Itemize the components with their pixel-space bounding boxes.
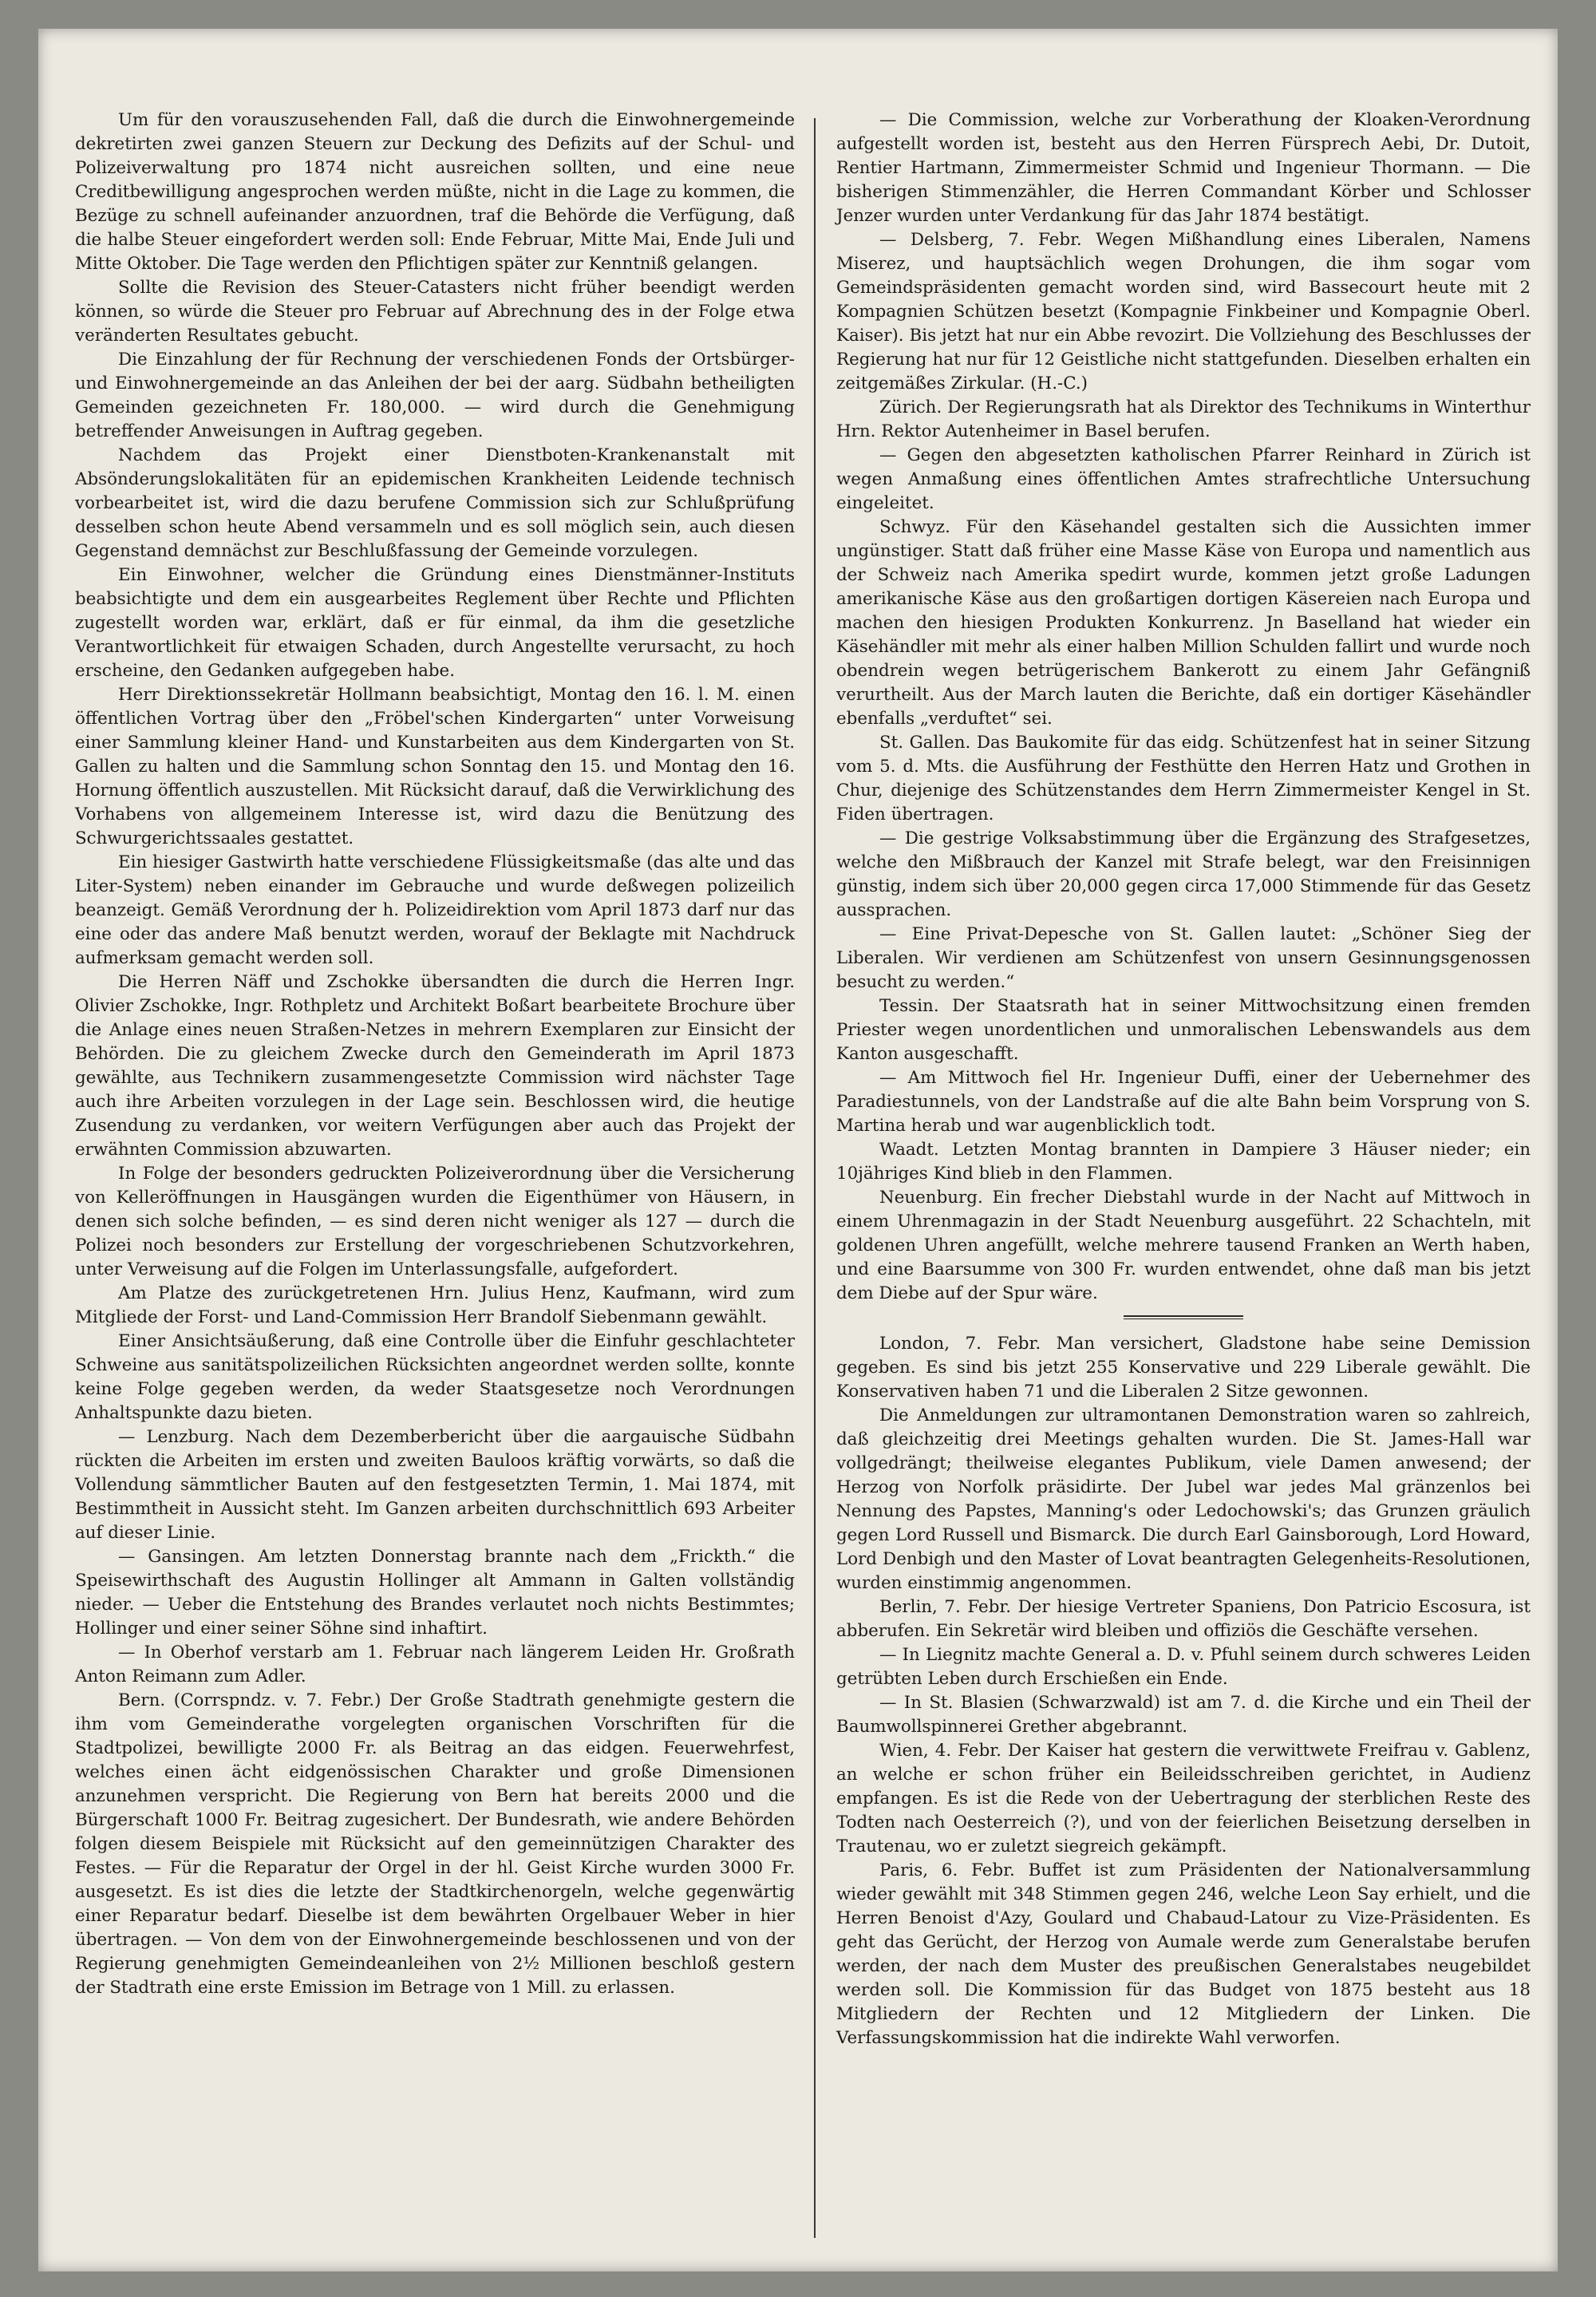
article-paragraph: Am Platze des zurückgetretenen Hrn. Julius Henz, Kaufmann, wird zum Mitgliede der Forst- und Land-Commission Herr Brandolf Siebenmann gewählt. xyxy=(75,1283,795,1327)
article-paragraph: Sollte die Revision des Steuer-Catasters nicht früher beendigt werden können, so würde die Steuer pro Februar auf Abrechnung des in der Folge etwa veränderten Resultates gebucht. xyxy=(75,278,795,346)
news-item-delsberg: — Delsberg, 7. Febr. Wegen Mißhandlung eines Liberalen, Namens Miserez, und hauptsächlich wegen Drohungen, die ihm sogar vom Gemeindspräsidenten gemacht worden sind, wird Bassecourt heute mit 2 Kompagnien Schützen besetzt (Kompagnie Finkbeiner und Kompagnie Oberl. Kaiser). Bis jetzt hat nur ein Abbe revozirt. Die Vollziehung des Beschlusses der Regierung hat nur für 12 Geistliche nicht stattgefunden. Dieselben erhalten ein zeitgemäßes Zirkular. (H.-C.) xyxy=(836,230,1531,393)
news-item-neuenburg: Neuenburg. Ein frecher Diebstahl wurde in der Nacht auf Mittwoch in einem Uhrenmagazin in der Stadt Neuenburg ausgeführt. 22 Schachteln, mit goldenen Uhren angefüllt, welche mehrere tausend Franken an Werth haben, und eine Baarsumme von 300 Fr. wurden entwendet, ohne daß man bis jetzt dem Diebe auf der Spur wäre. xyxy=(836,1188,1531,1303)
news-item-tessin: Tessin. Der Staatsrath hat in seiner Mittwochsitzung einen fremden Priester wegen unordentlichen und unmoralischen Lebenswandels aus dem Kanton ausgeschafft. xyxy=(836,996,1531,1064)
news-item-depesche: — Eine Privat-Depesche von St. Gallen lautet: „Schöner Sieg der Liberalen. Wir verdienen am Schützenfest von unsern Gesinnungsgenossen besucht zu werden.“ xyxy=(836,924,1531,992)
news-item-paris: Paris, 6. Febr. Buffet ist zum Präsidenten der Nationalversammlung wieder gewählt mit 348 Stimmen gegen 246, welche Leon Say erhielt, und die Herren Benoist d'Azy, Goulard und Chabaud-Latour zu Vize-Präsidenten. Es geht das Gerücht, der Herzog von Aumale werde zum Generalstabe berufen werden, der nach dem Muster des preußischen Generalstabes neugebildet werden soll. Die Kommission für das Budget von 1875 besteht aus 18 Mitgliedern der Rechten und 12 Mitgliedern der Linken. Die Verfassungskommission hat die indirekte Wahl verworfen. xyxy=(836,1860,1531,2048)
news-item-waadt: Waadt. Letzten Montag brannten in Dampiere 3 Häuser nieder; ein 10jähriges Kind blieb in den Flammen. xyxy=(836,1140,1531,1184)
news-item-st-gallen: St. Gallen. Das Baukomite für das eidg. Schützenfest hat in seiner Sitzung vom 5. d. Mts. die Ausführung der Festhütte den Herren Hatz und Grothen in Chur, diejenige des Schützenstandes dem Herrn Zimmermeister Kengel in St. Fiden übertragen. xyxy=(836,733,1531,824)
news-item-wien: Wien, 4. Febr. Der Kaiser hat gestern die verwittwete Freifrau v. Gablenz, an welche er schon früher ein Beileidsschreiben gerichtet, in Audienz empfangen. Es ist die Rede von der Uebertragung der sterblichen Reste des Todten nach Oesterreich (?), und von der feierlichen Beisetzung derselben in Trautenau, wo er zuletzt siegreich gekämpft. xyxy=(836,1741,1531,1856)
news-item-london-demonstration: Die Anmeldungen zur ultramontanen Demonstration waren so zahlreich, daß gleichzeitig drei Meetings gehalten wurden. Die St. James-Hall war vollgedrängt; theilweise elegantes Publikum, viele Damen anwesend; der Herzog von Norfolk präsidirte. Der Jubel war jedes Mal gränzenlos bei Nennung des Papstes, Manning's oder Ledochowski's; das Grunzen gräulich gegen Lord Russell und Bismarck. Die durch Earl Gainsborough, Lord Howard, Lord Denbigh und den Master of Lovat beantragten Gelegenheits-Resolutionen, wurden einstimmig angenommen. xyxy=(836,1405,1531,1593)
left-column xyxy=(75,109,795,2000)
article-paragraph: Um für den vorauszusehenden Fall, daß die durch die Einwohnergemeinde dekretirten zwei ganzen Steuern zur Deckung des Defizits auf der Schul- und Polizeiverwaltung pro 1874 nicht ausreichen sollten, und eine neue Creditbewilligung angesprochen werden müßte, nicht in die Lage zu kommen, die Bezüge zu schnell aufeinander anzuordnen, traf die Behörde die Verfügung, daß die halbe Steuer eingefordert werden soll: Ende Februar, Mitte Mai, Ende Juli und Mitte Oktober. Die Tage werden den Pflichtigen später zur Kenntniß gelangen. xyxy=(75,110,795,274)
news-item-zuerich: Zürich. Der Regierungsrath hat als Direktor des Technikums in Winterthur Hrn. Rektor Autenheimer in Basel berufen. xyxy=(836,397,1531,441)
right-column xyxy=(836,109,1531,2050)
article-paragraph: Einer Ansichtsäußerung, daß eine Controlle über die Einfuhr geschlachteter Schweine aus sanitätspolizeilichen Rücksichten angeordnet werden sollte, konnte keine Folge gegeben werden, da weder Staatsgesetze noch Verordnungen Anhaltspunkte dazu bieten. xyxy=(75,1331,795,1423)
newspaper-page xyxy=(38,29,1558,2271)
article-paragraph: Die Herren Näff und Zschokke übersandten die durch die Herren Ingr. Olivier Zschokke, Ingr. Rothpletz und Architekt Boßart bearbeitete Brochure über die Anlage eines neuen Straßen-Netzes in mehrern Exemplaren zur Einsicht der Behörden. Die zu gleichem Zwecke durch den Gemeinderath im April 1873 gewählte, aus Technikern zusammengesetzte Commission wird nächster Tage auch ihre Arbeiten vorzulegen in der Lage sein. Beschlossen wird, die heutige Zusendung zu verdanken, vor weitern Verfügungen aber auch das Projekt der erwähnten Commission abzuwarten. xyxy=(75,972,795,1160)
news-item-liegnitz: — In Liegnitz machte General a. D. v. Pfuhl seinem durch schweres Leiden getrübten Leben durch Erschießen ein Ende. xyxy=(836,1645,1531,1689)
news-item-oberhof: — In Oberhof verstarb am 1. Februar nach längerem Leiden Hr. Großrath Anton Reimann zum Adler. xyxy=(75,1643,795,1686)
news-item-zuerich-reinhard: — Gegen den abgesetzten katholischen Pfarrer Reinhard in Zürich ist wegen Anmaßung eines öffentlichen Amtes strafrechtliche Untersuchung eingeleitet. xyxy=(836,445,1531,513)
article-paragraph: Ein Einwohner, welcher die Gründung eines Dienstmänner-Instituts beabsichtigte und dem ein ausgearbeites Reglement über Rechte und Pflichten zugestellt worden war, erklärt, daß er für einmal, da ihm die gesetzliche Verantwortlichkeit für etwaigen Schaden, durch Angestellte verursacht, zu hoch erscheine, den Gedanken aufgegeben habe. xyxy=(75,565,795,681)
news-item-commission: — Die Commission, welche zur Vorberathung der Kloaken-Verordnung aufgestellt worden ist, besteht aus den Herren Fürsprech Aebi, Dr. Dutoit, Rentier Hartmann, Zimmermeister Schmid und Ingenieur Thormann. — Die bisherigen Stimmenzähler, die Herren Commandant Körber und Schlosser Jenzer wurden unter Verdankung für das Jahr 1874 bestätigt. xyxy=(836,110,1531,226)
news-item-volksabstimmung: — Die gestrige Volksabstimmung über die Ergänzung des Strafgesetzes, welche den Mißbrauch der Kanzel mit Strafe belegt, war den Freisinnigen günstig, indem sich über 20,000 gegen circa 17,000 Stimmende für das Gesetz aussprachen. xyxy=(836,828,1531,920)
column-divider xyxy=(814,118,816,2238)
news-item-tessin-duffi: — Am Mittwoch fiel Hr. Ingenieur Duffi, einer der Uebernehmer des Paradiestunnels, von der Landstraße auf die alte Bahn beim Vorsprung von S. Martina herab und war augenblicklich todt. xyxy=(836,1068,1531,1136)
article-paragraph: Herr Direktionssekretär Hollmann beabsichtigt, Montag den 16. l. M. einen öffentlichen Vortrag über den „Fröbel'schen Kindergarten“ unter Vorweisung einer Sammlung kleiner Hand- und Kunstarbeiten aus dem Kindergarten von St. Gallen zu halten und die Sammlung schon Sonntag den 15. und Montag den 16. Hornung öffentlich auszustellen. Mit Rücksicht darauf, daß die Verwirklichung des Vorhabens von allgemeinem Interesse ist, wird dazu die Benützung des Schwurgerichtssaales gestattet. xyxy=(75,685,795,848)
article-paragraph: Nachdem das Projekt einer Dienstboten-Krankenanstalt mit Absönderungslokalitäten für an epidemischen Krankheiten Leidende technisch vorbearbeitet ist, wird die dazu berufene Commission sich zur Schlußprüfung desselben schon heute Abend versammeln und es soll möglich sein, auch diesen Gegenstand demnächst zur Beschlußfassung der Gemeinde vorzulegen. xyxy=(75,445,795,561)
news-item-lenzburg: — Lenzburg. Nach dem Dezemberbericht über die aargauische Südbahn rückten die Arbeiten im ersten und zweiten Bauloos kräftig vorwärts, so daß die Vollendung sämmtlicher Bauten auf den festgesetzten Termin, 1. Mai 1874, mit Bestimmtheit in Aussicht steht. Im Ganzen arbeiten durchschnittlich 693 Arbeiter auf dieser Linie. xyxy=(75,1427,795,1543)
news-item-london: London, 7. Febr. Man versichert, Gladstone habe seine Demission gegeben. Es sind bis jetzt 255 Konservative und 229 Liberale gewählt. Die Konservativen haben 71 und die Liberalen 2 Sitze gewonnen. xyxy=(836,1334,1531,1402)
news-item-bern: Bern. (Corrspndz. v. 7. Febr.) Der Große Stadtrath genehmigte gestern die ihm vom Gemeinderathe vorgelegten organischen Vorschriften für die Stadtpolizei, bewilligte 2000 Fr. als Beitrag an das eidgen. Feuerwehrfest, welches einen ächt eidgenössischen Charakter und große Dimensionen anzunehmen verspricht. Die Regierung von Bern hat bereits 2000 und die Bürgerschaft 1000 Fr. Beitrag zugesichert. Der Bundesrath, wie andere Behörden folgen diesem Beispiele mit Rücksicht auf den gemeinnützigen Charakter des Festes. — Für die Reparatur der Orgel in der hl. Geist Kirche wurden 3000 Fr. ausgesetzt. Es ist dies die letzte der Stadtkirchenorgeln, welche gegenwärtig einer Reparatur bedarf. Dieselbe ist dem bewährten Orgelbauer Weber in hier übertragen. — Von dem von der Einwohnergemeinde beschlossenen und von der Regierung genehmigten Gemeindeanleihen von 2½ Millionen beschloß gestern der Stadtrath eine erste Emission im Betrage von 1 Mill. zu erlassen. xyxy=(75,1690,795,1998)
article-paragraph: Die Einzahlung der für Rechnung der verschiedenen Fonds der Ortsbürger- und Einwohnergemeinde an das Anleihen der bei der aarg. Südbahn betheiligten Gemeinden gezeichneten Fr. 180,000. — wird durch die Genehmigung betreffender Anweisungen in Auftrag gegeben. xyxy=(75,350,795,441)
section-rule xyxy=(1124,1315,1243,1319)
news-item-schwyz: Schwyz. Für den Käsehandel gestalten sich die Aussichten immer ungünstiger. Statt daß früher eine Masse Käse von Europa und namentlich aus der Schweiz nach Amerika spedirt wurde, kommen jetzt große Ladungen amerikanische Käse aus den großartigen dortigen Käsereien nach Europa und machen den hiesigen Produkten Konkurrenz. Jn Baselland hat wieder ein Käsehändler mit mehr als einer halben Million Schulden fallirt und wurde noch obendrein wegen betrügerischem Bankerott zu einem Jahr Gefängniß verurtheilt. Aus der March lauten die Berichte, daß ein dortiger Käsehändler ebenfalls „verduftet“ sei. xyxy=(836,517,1531,729)
article-paragraph: In Folge der besonders gedruckten Polizeiverordnung über die Versicherung von Kelleröffnungen in Hausgängen wurden die Eigenthümer von Häusern, in denen sich solche befinden, — es sind deren nicht weniger als 127 — durch die Polizei noch besonders zur Erstellung der vorgeschriebenen Schutzvorkehren, unter Verweisung auf die Folgen im Unterlassungsfalle, aufgefordert. xyxy=(75,1164,795,1279)
news-item-gansingen: — Gansingen. Am letzten Donnerstag brannte nach dem „Frickth.“ die Speisewirthschaft des Augustin Hollinger alt Ammann in Galten vollständig nieder. — Ueber die Entstehung des Brandes verlautet noch nichts Bestimmtes; Hollinger und einer seiner Söhne sind inhaftirt. xyxy=(75,1547,795,1639)
news-item-berlin: Berlin, 7. Febr. Der hiesige Vertreter Spaniens, Don Patricio Escosura, ist abberufen. Ein Sekretär wird bleiben und offiziös die Geschäfte versehen. xyxy=(836,1597,1531,1641)
news-item-st-blasien: — In St. Blasien (Schwarzwald) ist am 7. d. die Kirche und ein Theil der Baumwollspinnerei Grether abgebrannt. xyxy=(836,1693,1531,1737)
article-paragraph: Ein hiesiger Gastwirth hatte verschiedene Flüssigkeitsmaße (das alte und das Liter-System) neben einander im Gebrauche und wurde deßwegen polizeilich beanzeigt. Gemäß Verordnung der h. Polizeidirektion vom April 1873 darf nur das eine oder das andere Maß benutzt werden, worauf der Beklagte mit Nachdruck aufmerksam gemacht werden soll. xyxy=(75,852,795,968)
